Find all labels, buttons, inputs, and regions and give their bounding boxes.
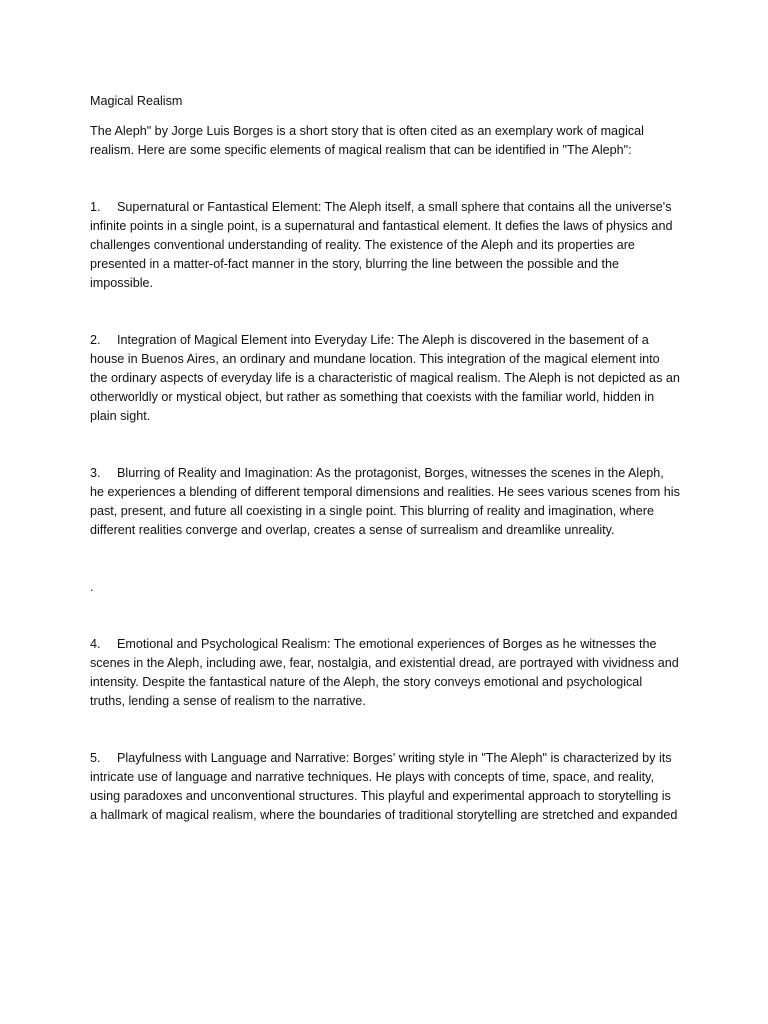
item-number: 2. [90,333,101,347]
intro-paragraph: The Aleph" by Jorge Luis Borges is a short story that is often cited as an exemplary work of magical realism. Here are some specific elements of magical realism that can be identified in "The Aleph": [90,124,644,157]
list-item [90,331,680,426]
item-text: Integration of Magical Element into Everyday Life: The Aleph is discovered in the basement of a house in Buenos Aires, an ordinary and mundane location. This integration of the magical element into the ordinary aspects of everyday life is a characteristic of magical realism. The Aleph is not depicted as an otherworldly or mystical object, but rather as something that coexists with the familiar world, hidden in plain sight. [90,333,680,423]
item-text: Blurring of Reality and Imagination: As the protagonist, Borges, witnesses the scenes in the Aleph, he experiences a blending of different temporal dimensions and realities. He sees various scenes from his past, present, and future all coexisting in a single point. This blurring of reality and imagination, where different realities converge and overlap, creates a sense of surrealism and dreamlike unreality. [90,466,680,537]
item-number: 4. [90,637,101,651]
list-item [90,198,680,293]
document-title: Magical Realism [90,94,183,108]
item-text: Emotional and Psychological Realism: The emotional experiences of Borges as he witnesses the scenes in the Aleph, including awe, fear, nostalgia, and existential dread, are portrayed with vividness and intensity. Despite the fantastical nature of the Aleph, the story conveys emotional and psychological truths, lending a sense of realism to the narrative. [90,637,679,708]
list-item [90,749,680,825]
separator-dot: . [90,580,94,594]
list-item [90,635,680,711]
item-text: Playfulness with Language and Narrative: Borges' writing style in "The Aleph" is characterized by its intricate use of language and narrative techniques. He plays with concepts of time, space, and reality, using paradoxes and unconventional structures. This playful and experimental approach to storytelling is a hallmark of magical realism, where the boundaries of traditional storytelling are stretched and expanded [90,751,678,822]
list-item [90,464,680,540]
document-page [90,92,680,863]
item-text: Supernatural or Fantastical Element: The Aleph itself, a small sphere that contains all the universe's infinite points in a single point, is a supernatural and fantastical element. It defies the laws of physics and challenges conventional understanding of reality. The existence of the Aleph and its properties are presented in a matter-of-fact manner in the story, blurring the line between the possible and the impossible. [90,200,673,290]
item-number: 1. [90,200,101,214]
item-number: 3. [90,466,101,480]
item-number: 5. [90,751,101,765]
